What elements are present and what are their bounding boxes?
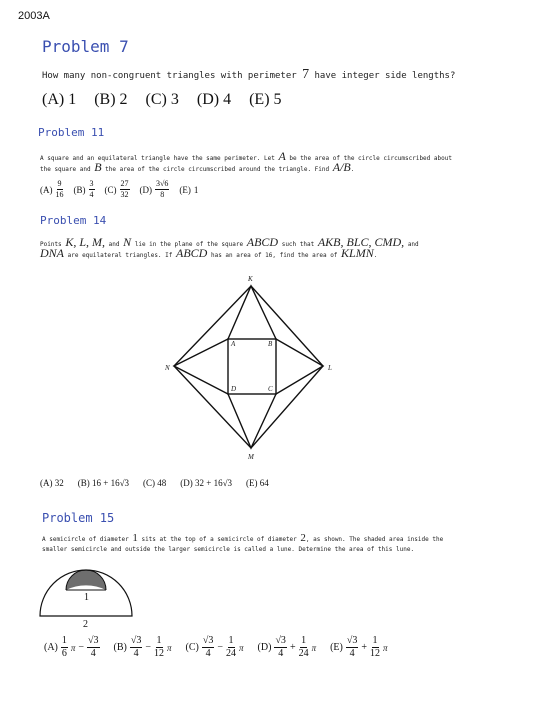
frac-den: 4 bbox=[90, 648, 96, 659]
label-k: K bbox=[248, 275, 253, 283]
frac-den: 24 bbox=[226, 648, 237, 659]
frac-1 bbox=[202, 636, 215, 659]
p15-choice-e[interactable] bbox=[330, 636, 387, 659]
q11-l1-a: A square and an equilateral triangle have the same perimeter. Let bbox=[40, 155, 275, 162]
q14-points: K, L, M, bbox=[65, 235, 105, 249]
frac-num: 1 bbox=[228, 635, 234, 646]
frac-num: 3√6 bbox=[156, 179, 169, 188]
q11-var-a: A bbox=[278, 149, 286, 163]
q11-l2-a: the square and bbox=[40, 166, 91, 173]
frac-num: √3 bbox=[275, 635, 286, 646]
p15-b-label: (B) bbox=[113, 642, 127, 653]
q14-l1-b: lie in the plane of the square bbox=[134, 241, 244, 248]
q14-l1-c: such that bbox=[281, 241, 315, 248]
p15-choice-b[interactable] bbox=[114, 636, 172, 659]
frac-num: 27 bbox=[120, 179, 129, 188]
frac-den: 4 bbox=[89, 190, 94, 199]
problem-11-title: Problem 11 bbox=[38, 126, 105, 139]
q11-l1-b: be the area of the circle circumscribed about bbox=[289, 155, 452, 162]
frac-num: √3 bbox=[88, 635, 99, 646]
frac-1 bbox=[61, 636, 68, 659]
q14-square-2: ABCD bbox=[176, 246, 208, 260]
q7-text-a: How many non-congruent triangles with perimeter bbox=[42, 71, 297, 81]
frac-1 bbox=[346, 636, 359, 659]
p11-e-value: 1 bbox=[193, 184, 199, 195]
q11-l2-b: the area of the circle circumscribed around the triangle. Find bbox=[105, 166, 330, 173]
frac-num: 9 bbox=[57, 179, 62, 188]
p14-choice-b[interactable]: (B) 16 + 16√3 bbox=[77, 478, 130, 488]
label-c: C bbox=[268, 385, 273, 393]
p15-d-label: (D) bbox=[257, 642, 272, 653]
q15-l1-a: A semicircle of diameter bbox=[42, 536, 129, 543]
frac-num: √3 bbox=[346, 635, 358, 646]
p7-choice-a[interactable]: (A) 1 bbox=[42, 91, 77, 108]
frac-den: 4 bbox=[278, 648, 284, 659]
label-a: A bbox=[231, 340, 236, 348]
sign: − bbox=[78, 642, 85, 653]
q14-and-2: and bbox=[407, 241, 419, 248]
p15-choice-c[interactable] bbox=[186, 636, 244, 659]
label-l: L bbox=[328, 364, 332, 372]
frac-den: 4 bbox=[349, 648, 355, 659]
pi-symbol: π bbox=[383, 642, 388, 653]
pi-symbol: π bbox=[70, 642, 76, 653]
frac-den: 4 bbox=[205, 648, 211, 659]
problem-7-title: Problem 7 bbox=[42, 37, 129, 56]
q14-l2-end: . bbox=[373, 252, 378, 259]
q15-l1-c: , as shown. The shaded area inside the bbox=[305, 536, 444, 543]
frac-1 bbox=[274, 636, 287, 659]
q11-var-b: B bbox=[94, 160, 102, 174]
frac-den: 24 bbox=[298, 648, 309, 659]
problem-15-title: Problem 15 bbox=[42, 511, 115, 525]
label-m: M bbox=[248, 453, 254, 461]
p15-a-label: (A) bbox=[44, 642, 58, 653]
frac-num: 1 bbox=[372, 635, 378, 646]
frac-2 bbox=[226, 636, 236, 659]
frac-num: √3 bbox=[202, 635, 214, 646]
q11-expr: A/B bbox=[332, 160, 351, 174]
q15-diameter-1: 1 bbox=[132, 532, 138, 544]
q14-triangles: AKB, BLC, CMD, bbox=[317, 235, 405, 249]
q14-and: and bbox=[108, 241, 120, 248]
q15-diameter-2: 2 bbox=[300, 532, 306, 544]
p14-choice-d[interactable]: (D) 32 + 16√3 bbox=[180, 478, 233, 488]
q7-text-b: have integer side lengths? bbox=[314, 71, 456, 81]
p15-choice-d[interactable] bbox=[258, 636, 317, 659]
frac-2 bbox=[370, 636, 380, 659]
frac-2 bbox=[87, 636, 100, 659]
q15-line-2: smaller semicircle and outside the larger semicircle is called a lune. Determine the area of this lune. bbox=[42, 546, 415, 553]
pi-symbol: π bbox=[167, 642, 172, 653]
label-small-diameter: 1 bbox=[84, 592, 89, 603]
frac-2 bbox=[299, 636, 309, 659]
q14-tri-dna: DNA bbox=[40, 246, 64, 260]
frac-den: 16 bbox=[55, 190, 64, 199]
frac-num: 1 bbox=[156, 635, 162, 646]
frac-1 bbox=[130, 636, 143, 659]
p7-choice-d[interactable]: (D) 4 bbox=[196, 91, 232, 108]
p15-e-label: (E) bbox=[330, 642, 343, 653]
q7-perimeter: 7 bbox=[302, 67, 310, 82]
frac-den: 32 bbox=[120, 190, 129, 199]
problem-15-choices bbox=[44, 636, 388, 659]
problem-14-title: Problem 14 bbox=[40, 214, 107, 227]
frac-den: 12 bbox=[154, 648, 165, 659]
pi-symbol: π bbox=[311, 642, 317, 653]
p7-choice-c[interactable]: (C) 3 bbox=[145, 91, 179, 108]
label-n: N bbox=[165, 364, 170, 372]
q15-l1-b: sits at the top of a semicircle of diameter bbox=[141, 536, 297, 543]
frac-den: 8 bbox=[160, 190, 165, 199]
label-large-diameter: 2 bbox=[83, 619, 88, 630]
p7-choice-b[interactable]: (B) 2 bbox=[94, 91, 128, 108]
sign: + bbox=[289, 642, 296, 653]
p14-choice-a[interactable]: (A) 32 bbox=[40, 478, 64, 488]
frac-num: 1 bbox=[61, 635, 67, 646]
frac-den: 4 bbox=[133, 648, 139, 659]
q14-l1-a: Points bbox=[40, 241, 62, 248]
sign: + bbox=[361, 642, 368, 653]
frac-num: 1 bbox=[301, 635, 307, 646]
frac-2 bbox=[154, 636, 164, 659]
label-d: D bbox=[231, 385, 237, 393]
p11-e-label: (E) bbox=[179, 184, 191, 195]
p15-c-label: (C) bbox=[185, 642, 199, 653]
q14-l2-a: are equilateral triangles. If bbox=[67, 252, 173, 259]
sign: − bbox=[145, 642, 152, 653]
p14-choice-e[interactable]: (E) 64 bbox=[246, 478, 269, 488]
p14-choice-c[interactable]: (C) 48 bbox=[143, 478, 167, 488]
label-b: B bbox=[268, 340, 273, 348]
p15-choice-a[interactable] bbox=[44, 636, 100, 659]
frac-num: √3 bbox=[130, 635, 142, 646]
q14-l2-b: has an area of 16, find the area of bbox=[210, 252, 338, 259]
frac-den: 6 bbox=[61, 648, 67, 659]
lune-shaded bbox=[66, 570, 106, 590]
q14-target: KLMN bbox=[341, 246, 374, 260]
q14-point-n: N bbox=[123, 235, 132, 249]
page-label: 2003A bbox=[18, 10, 50, 22]
q14-square: ABCD bbox=[246, 235, 279, 249]
p7-choice-e[interactable]: (E) 5 bbox=[249, 91, 282, 108]
p11-a-label: (A) bbox=[40, 184, 53, 195]
p11-b-label: (B) bbox=[73, 184, 86, 195]
frac-den: 12 bbox=[370, 648, 381, 659]
pi-symbol: π bbox=[239, 642, 244, 653]
p11-d-label: (D) bbox=[139, 184, 152, 195]
p11-c-label: (C) bbox=[104, 184, 117, 195]
frac-num: 3 bbox=[89, 179, 94, 188]
q11-l2-end: . bbox=[350, 166, 355, 173]
sign: − bbox=[217, 642, 224, 653]
